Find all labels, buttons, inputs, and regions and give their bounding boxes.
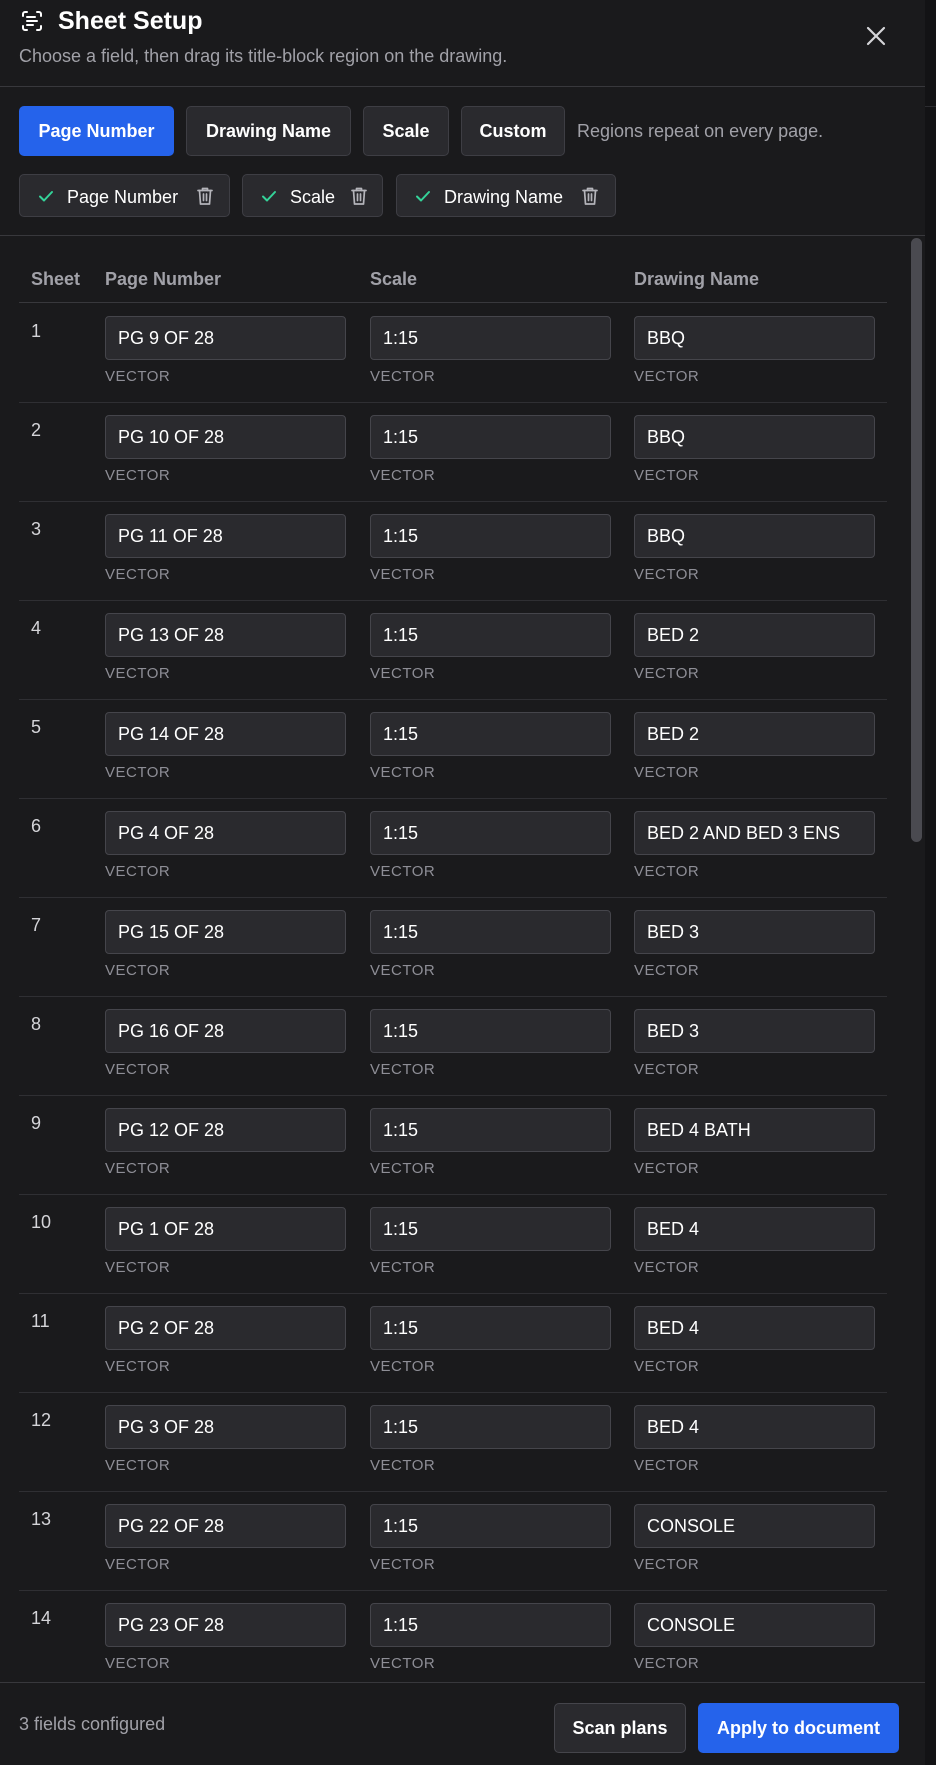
drawing-name-input[interactable] xyxy=(634,811,875,855)
configured-field-chip[interactable] xyxy=(19,174,230,217)
sheet-number: 11 xyxy=(31,1311,50,1331)
drawing-name-input[interactable] xyxy=(634,712,875,756)
scan-text-icon xyxy=(20,9,44,33)
drawing-name-source-tag: VECTOR xyxy=(634,863,700,880)
drawing-name-input[interactable] xyxy=(634,415,875,459)
page-number-input[interactable] xyxy=(105,1603,346,1647)
sheet-number: 3 xyxy=(31,519,42,539)
drawing-name-input[interactable] xyxy=(634,1603,875,1647)
table-row xyxy=(19,403,887,502)
scale-input[interactable] xyxy=(370,514,611,558)
page-number-source-tag: VECTOR xyxy=(105,764,171,781)
page-number-input[interactable] xyxy=(105,514,346,558)
apply-to-document-button[interactable]: Apply to document xyxy=(698,1703,899,1753)
column-header-scale: Scale xyxy=(370,269,418,289)
drawing-name-source-tag: VECTOR xyxy=(634,1655,700,1672)
sheet-table xyxy=(0,237,906,1681)
drawing-name-source-tag: VECTOR xyxy=(634,1556,700,1573)
scan-plans-button[interactable]: Scan plans xyxy=(554,1703,686,1753)
field-toolbar xyxy=(0,88,925,236)
chip-label: Scale xyxy=(290,187,336,207)
panel-footer xyxy=(0,1682,925,1765)
page-number-source-tag: VECTOR xyxy=(105,1655,171,1672)
drawing-name-source-tag: VECTOR xyxy=(634,1457,700,1474)
page-title: Sheet Setup xyxy=(58,7,203,35)
drawing-name-input[interactable] xyxy=(634,514,875,558)
sheet-number: 10 xyxy=(31,1212,52,1232)
table-row xyxy=(19,1492,887,1591)
page-number-source-tag: VECTOR xyxy=(105,1457,171,1474)
table-row xyxy=(19,1096,887,1195)
scale-input[interactable] xyxy=(370,1009,611,1053)
page-number-input[interactable] xyxy=(105,1009,346,1053)
page-number-input[interactable] xyxy=(105,1405,346,1449)
page-number-source-tag: VECTOR xyxy=(105,1061,171,1078)
page-number-source-tag: VECTOR xyxy=(105,1160,171,1177)
chip-label: Page Number xyxy=(67,187,179,207)
scale-input[interactable] xyxy=(370,1504,611,1548)
scale-input[interactable] xyxy=(370,910,611,954)
page-number-field-button[interactable]: Page Number xyxy=(19,106,174,156)
scale-input[interactable] xyxy=(370,316,611,360)
trash-icon[interactable] xyxy=(350,186,368,206)
configured-field-chip[interactable] xyxy=(242,174,383,217)
scale-source-tag: VECTOR xyxy=(370,368,436,385)
column-header-page-number: Page Number xyxy=(105,269,222,289)
drawing-name-source-tag: VECTOR xyxy=(634,1061,700,1078)
table-row xyxy=(19,1294,887,1393)
drawing-name-input[interactable] xyxy=(634,1306,875,1350)
scale-input[interactable] xyxy=(370,1306,611,1350)
scale-input[interactable] xyxy=(370,712,611,756)
page-number-input[interactable] xyxy=(105,712,346,756)
page-number-input[interactable] xyxy=(105,415,346,459)
sheet-number: 2 xyxy=(31,420,42,440)
drawing-name-input[interactable] xyxy=(634,1009,875,1053)
page-number-input[interactable] xyxy=(105,910,346,954)
scale-source-tag: VECTOR xyxy=(370,1358,436,1375)
drawing-name-field-button[interactable]: Drawing Name xyxy=(186,106,351,156)
sheet-number: 6 xyxy=(31,816,42,836)
custom-field-button[interactable]: Custom xyxy=(461,106,565,156)
page-number-input[interactable] xyxy=(105,1306,346,1350)
sheet-number: 13 xyxy=(31,1509,52,1529)
scale-input[interactable] xyxy=(370,613,611,657)
page-number-source-tag: VECTOR xyxy=(105,1259,171,1276)
trash-icon[interactable] xyxy=(581,186,599,206)
page-number-input[interactable] xyxy=(105,1504,346,1548)
configured-count: 3 fields configured xyxy=(19,1714,166,1734)
toolbar-note: Regions repeat on every page. xyxy=(577,121,824,141)
page-number-source-tag: VECTOR xyxy=(105,368,171,385)
scale-source-tag: VECTOR xyxy=(370,1655,436,1672)
drawing-name-source-tag: VECTOR xyxy=(634,368,700,385)
check-icon xyxy=(37,187,55,205)
page-number-input[interactable] xyxy=(105,811,346,855)
sheet-number: 8 xyxy=(31,1014,42,1034)
panel-header xyxy=(0,0,925,87)
scale-input[interactable] xyxy=(370,1603,611,1647)
sheet-number: 1 xyxy=(31,321,42,341)
page-number-source-tag: VECTOR xyxy=(105,1556,171,1573)
drawing-name-input[interactable] xyxy=(634,1207,875,1251)
sheet-number: 12 xyxy=(31,1410,52,1430)
check-icon xyxy=(414,187,432,205)
drawing-name-source-tag: VECTOR xyxy=(634,1160,700,1177)
drawing-name-source-tag: VECTOR xyxy=(634,1358,700,1375)
scale-input[interactable] xyxy=(370,811,611,855)
scale-source-tag: VECTOR xyxy=(370,1160,436,1177)
background-edge xyxy=(925,0,936,1765)
table-row xyxy=(19,700,887,799)
page-number-input[interactable] xyxy=(105,613,346,657)
page-number-source-tag: VECTOR xyxy=(105,467,171,484)
drawing-name-source-tag: VECTOR xyxy=(634,665,700,682)
table-header xyxy=(19,237,887,303)
sheet-number: 4 xyxy=(31,618,42,638)
scale-source-tag: VECTOR xyxy=(370,467,436,484)
scale-source-tag: VECTOR xyxy=(370,1061,436,1078)
trash-icon[interactable] xyxy=(196,186,214,206)
scale-source-tag: VECTOR xyxy=(370,665,436,682)
page-subtitle: Choose a field, then drag its title-block region on the drawing. xyxy=(19,46,508,66)
drawing-name-source-tag: VECTOR xyxy=(634,764,700,781)
drawing-name-input[interactable] xyxy=(634,910,875,954)
drawing-name-source-tag: VECTOR xyxy=(634,1259,700,1276)
drawing-name-input[interactable] xyxy=(634,1405,875,1449)
background-edge-divider xyxy=(925,106,936,107)
drawing-name-input[interactable] xyxy=(634,316,875,360)
column-header-sheet: Sheet xyxy=(31,269,81,289)
scale-source-tag: VECTOR xyxy=(370,566,436,583)
scale-input[interactable] xyxy=(370,1207,611,1251)
scale-source-tag: VECTOR xyxy=(370,1457,436,1474)
page-number-input[interactable] xyxy=(105,1108,346,1152)
table-row xyxy=(19,304,887,403)
scale-input[interactable] xyxy=(370,415,611,459)
page-number-input[interactable] xyxy=(105,1207,346,1251)
scrollbar-thumb[interactable] xyxy=(911,238,922,842)
close-icon[interactable] xyxy=(862,22,890,50)
drawing-name-input[interactable] xyxy=(634,1108,875,1152)
page-number-source-tag: VECTOR xyxy=(105,1358,171,1375)
scale-input[interactable] xyxy=(370,1405,611,1449)
scale-source-tag: VECTOR xyxy=(370,1259,436,1276)
page-number-source-tag: VECTOR xyxy=(105,962,171,979)
sheet-number: 7 xyxy=(31,915,42,935)
scale-source-tag: VECTOR xyxy=(370,1556,436,1573)
drawing-name-source-tag: VECTOR xyxy=(634,566,700,583)
scale-source-tag: VECTOR xyxy=(370,962,436,979)
table-row xyxy=(19,601,887,700)
check-icon xyxy=(260,187,278,205)
table-row xyxy=(19,1591,887,1681)
table-row xyxy=(19,997,887,1096)
scale-field-button[interactable]: Scale xyxy=(363,106,449,156)
sheet-number: 14 xyxy=(31,1608,52,1628)
table-row xyxy=(19,1393,887,1492)
sheet-number: 5 xyxy=(31,717,42,737)
table-row xyxy=(19,1195,887,1294)
page-number-source-tag: VECTOR xyxy=(105,863,171,880)
scale-source-tag: VECTOR xyxy=(370,863,436,880)
sheet-number: 9 xyxy=(31,1113,42,1133)
drawing-name-input[interactable] xyxy=(634,1504,875,1548)
chip-label: Drawing Name xyxy=(444,187,564,207)
column-header-drawing-name: Drawing Name xyxy=(634,269,760,289)
configured-field-chip[interactable] xyxy=(396,174,616,217)
page-number-source-tag: VECTOR xyxy=(105,665,171,682)
drawing-name-source-tag: VECTOR xyxy=(634,467,700,484)
table-row xyxy=(19,898,887,997)
page-number-source-tag: VECTOR xyxy=(105,566,171,583)
page-number-input[interactable] xyxy=(105,316,346,360)
drawing-name-input[interactable] xyxy=(634,613,875,657)
table-row xyxy=(19,799,887,898)
table-row xyxy=(19,502,887,601)
scale-input[interactable] xyxy=(370,1108,611,1152)
drawing-name-source-tag: VECTOR xyxy=(634,962,700,979)
scale-source-tag: VECTOR xyxy=(370,764,436,781)
